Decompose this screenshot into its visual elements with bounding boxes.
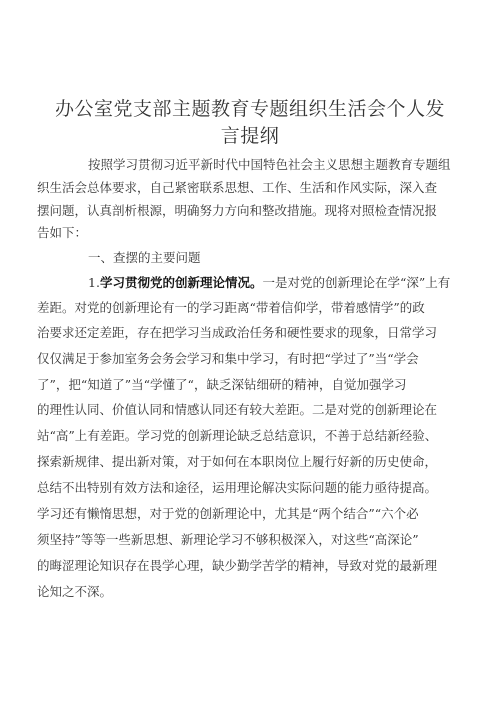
body-line: 差距。对党的创新理论有一的学习距离“带着信仰学，带着感情学”的政 bbox=[37, 300, 425, 315]
intro-line: 按照学习贯彻习近平新时代中国特色社会主义思想主题教育专题组 bbox=[88, 157, 451, 172]
body-line: 站“高”上有差距。学习党的创新理论缺乏总结意识，不善于总结新经验、 bbox=[37, 428, 438, 443]
intro-line: 摆问题，认真剖析根源，明确努力方向和整改措施。现将对照检查情况报 bbox=[37, 203, 438, 218]
document-title-line-2: 言提纲 bbox=[220, 125, 280, 147]
body-line: 了”，把“知道了”当“学懂了“，缺乏深钻细研的精神，自觉加强学习 bbox=[37, 377, 407, 392]
section-heading: 一、查摆的主要问题 bbox=[88, 250, 201, 265]
intro-line: 告如下： bbox=[37, 225, 88, 240]
body-line: 论知之不深。 bbox=[37, 584, 113, 599]
body-line: 须坚持”等等一些新思想、新理论学习不够积极深入，对这些“高深论” bbox=[37, 532, 419, 547]
body-line: 治要求还定差距，存在把学习当成政治任务和硬性要求的现象，日常学习 bbox=[37, 325, 438, 340]
body-line: 仅仅满足于参加室务会务会学习和集中学习，有时把“学过了”当“学会 bbox=[37, 351, 419, 366]
document-title-line-1: 办公室党支部主题教育专题组织生活会个人发 bbox=[54, 98, 445, 120]
body-line: 学习还有懒惰思想，对于党的创新理论中，尤其是“两个结合”“六个必 bbox=[37, 506, 419, 521]
body-line: 总结不出特别有效方法和途径，运用理论解决实际问题的能力亟待提高。 bbox=[37, 480, 438, 495]
body-line: 探索新规律、提出新对策，对于如何在本职岗位上履行好新的历史使命， bbox=[37, 454, 438, 469]
item-1-heading: 学习贯彻党的创新理论情况。 bbox=[99, 275, 263, 290]
item-1-first-line-text: 一是对党的创新理论在学“深”上有 bbox=[262, 275, 451, 290]
intro-line: 织生活会总体要求，自己紧密联系思想、工作、生活和作风实际，深入查 bbox=[37, 180, 438, 195]
body-line: 的理性认同、价值认同和情感认同还有较大差距。二是对党的创新理论在 bbox=[37, 402, 438, 417]
item-1-number: 1. bbox=[88, 275, 100, 290]
item-1-first-line bbox=[88, 273, 500, 291]
body-line: 的晦涩理论知识存在畏学心理，缺少勤学苦学的精神，导致对党的最新理 bbox=[37, 558, 438, 573]
